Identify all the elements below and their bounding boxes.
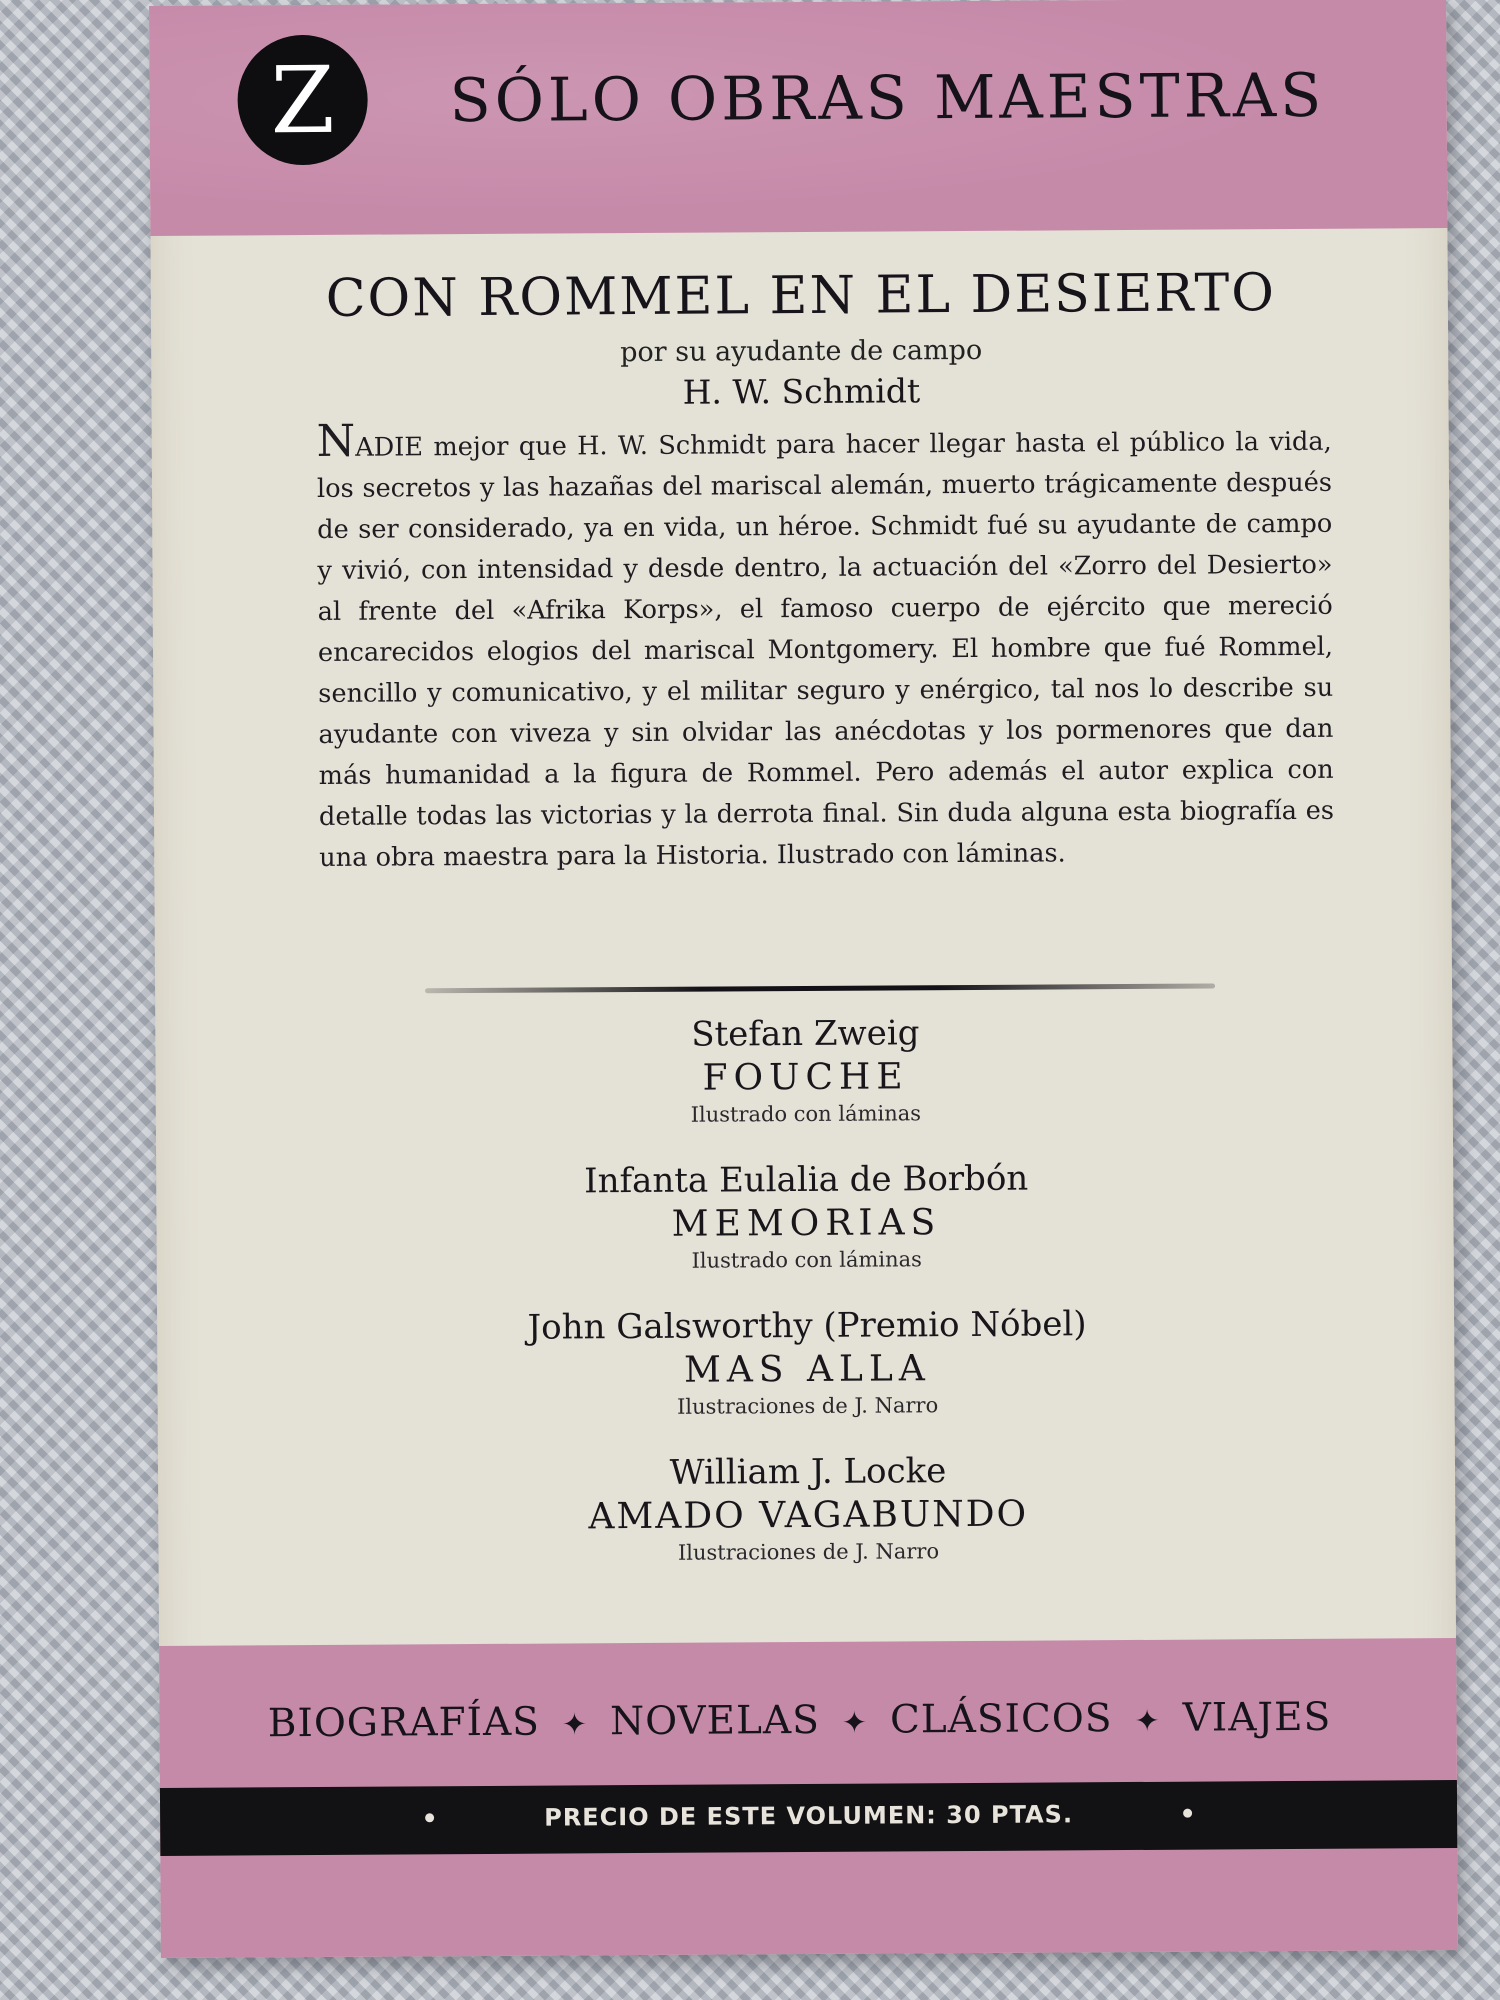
title-name: FOUCHE [702,1056,909,1099]
title-name: AMADO VAGABUNDO [588,1493,1029,1538]
title-note: Ilustrado con láminas [690,1101,922,1127]
divider-rule [425,983,1215,993]
genre-clasicos: CLÁSICOS [889,1696,1113,1743]
title-name: MEMORIAS [671,1202,942,1245]
bullet-icon [1183,1809,1192,1818]
genre-list [199,1694,1399,1746]
description-dropcap: N [316,415,356,467]
title-author: William J. Locke [669,1451,947,1493]
genre-biografias: BIOGRAFÍAS [267,1699,541,1747]
featured-byline: por su ayudante de campo [620,334,983,369]
featured-description [316,415,1335,879]
title-author: Stefan Zweig [691,1013,920,1055]
list-item [357,1301,1258,1452]
genre-novelas: NOVELAS [609,1697,820,1745]
star-separator-icon: ✦ [561,1707,589,1743]
title-note: Ilustraciones de J. Narro [676,1393,939,1419]
publisher-z-logo [237,35,368,166]
title-author: Infanta Eulalia de Borbón [584,1158,1029,1202]
price-text: PRECIO DE ESTE VOLUMEN: 30 PTAS. [544,1800,1074,1832]
series-title: SÓLO OBRAS MAESTRAS [449,60,1326,137]
logo-letter: Z [270,46,335,155]
price-bar [160,1780,1457,1856]
title-note: Ilustrado con láminas [691,1247,922,1273]
title-author: John Galsworthy (Premio Nóbel) [527,1304,1087,1348]
featured-book-title: CON ROMMEL EN EL DESIERTO [325,263,1277,329]
featured-author: H. W. Schmidt [682,371,921,412]
star-separator-icon: ✦ [1134,1703,1161,1739]
title-note: Ilustraciones de J. Narro [677,1539,940,1565]
list-item [355,1009,1256,1160]
star-separator-icon: ✦ [841,1705,869,1741]
list-item [356,1155,1257,1306]
genre-viajes: VIAJES [1182,1694,1332,1741]
description-text: ADIE mejor que H. W. Schmidt para hacer llegar hasta el público la vida, los secretos y las hazañas del mariscal alemán, muerto trágicamente después de ser considerado, ya en vida, un héroe. Schmidt fué su ayudante de campo y vivió, con intensidad y desde dentro, la actuación del «Zorro del Desierto» al frente del «Afrika Korps», el famoso cuerpo de ejército que mereció encarecidos elogios del mariscal Montgomery. El hombre que fué Rommel, sencillo y comunicativo, y el militar seguro y enérgico, tal nos lo describe su ayudante con viveza y sin olvidar las anécdotas y los pormenores que dan más humanidad a la figura de Rommel. Pero además el autor explica con detalle todas las victorias y la derrota final. Sin duda alguna esta biografía es una obra maestra para la Historia. Ilustrado con láminas. [316,426,1335,873]
book-back-cover [149,0,1458,1958]
top-pink-band [149,0,1447,236]
z-logo-icon [237,35,368,166]
title-name: MAS ALLA [683,1348,931,1391]
other-titles-list [355,1009,1259,1598]
list-item [358,1447,1259,1598]
bottom-pink-band [159,1638,1458,1958]
